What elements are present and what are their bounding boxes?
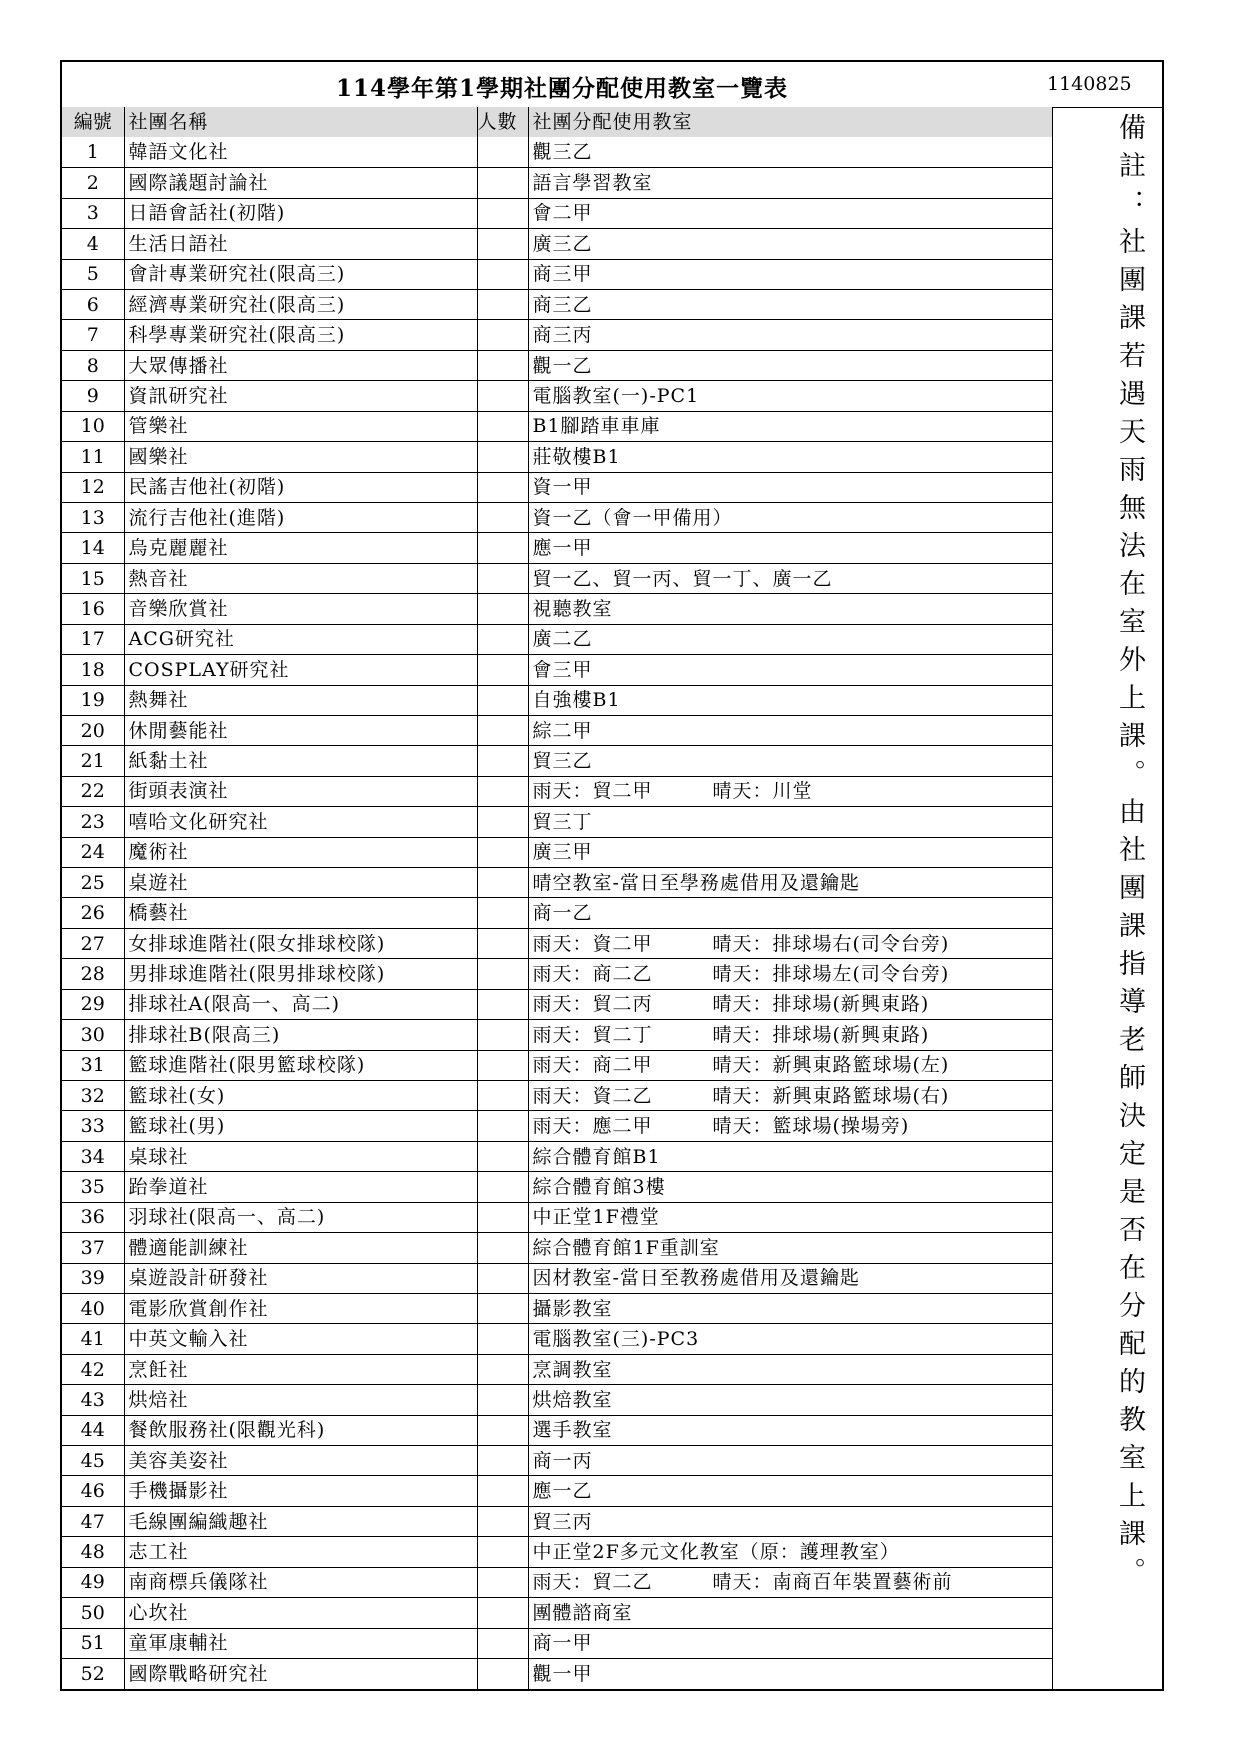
club-number: 36	[62, 1202, 124, 1232]
club-name: 中英文輸入社	[124, 1324, 477, 1354]
club-name: 女排球進階社(限女排球校隊)	[124, 928, 477, 958]
table-row	[62, 320, 1052, 350]
table-row	[62, 1537, 1052, 1567]
assigned-room: 綜合體育館B1	[528, 1141, 1052, 1171]
member-count	[477, 989, 528, 1019]
table-row	[62, 563, 1052, 593]
club-number: 19	[62, 685, 124, 715]
club-number: 1	[62, 137, 124, 167]
club-number: 6	[62, 290, 124, 320]
assigned-room: 雨天：貿二乙 晴天：南商百年裝置藝術前	[528, 1567, 1052, 1597]
club-name: 羽球社(限高一、高二)	[124, 1202, 477, 1232]
assigned-room: 會二甲	[528, 198, 1052, 228]
table-row	[62, 229, 1052, 259]
table-row	[62, 1567, 1052, 1597]
assigned-room: 莊敬樓B1	[528, 442, 1052, 472]
assigned-room: 雨天：貿二丁 晴天：排球場(新興東路)	[528, 1020, 1052, 1050]
assigned-room: 攝影教室	[528, 1293, 1052, 1323]
table-row	[62, 381, 1052, 411]
assigned-room: 應一乙	[528, 1476, 1052, 1506]
member-count	[477, 715, 528, 745]
assigned-room: 綜二甲	[528, 715, 1052, 745]
assigned-room: 廣三甲	[528, 837, 1052, 867]
club-number: 39	[62, 1263, 124, 1293]
club-name: 烏克麗麗社	[124, 533, 477, 563]
club-number: 8	[62, 350, 124, 380]
club-number: 50	[62, 1598, 124, 1628]
club-number: 26	[62, 898, 124, 928]
assigned-room: 電腦教室(一)-PC1	[528, 381, 1052, 411]
table-row	[62, 198, 1052, 228]
club-room-table	[62, 107, 1053, 1689]
member-count	[477, 320, 528, 350]
table-row	[62, 624, 1052, 654]
club-name: 毛線團編織趣社	[124, 1506, 477, 1536]
club-name: 韓語文化社	[124, 137, 477, 167]
club-name: 烘焙社	[124, 1385, 477, 1415]
club-number: 29	[62, 989, 124, 1019]
club-number: 3	[62, 198, 124, 228]
club-name: 排球社A(限高一、高二)	[124, 989, 477, 1019]
club-name: 桌球社	[124, 1141, 477, 1171]
member-count	[477, 1385, 528, 1415]
member-count	[477, 1050, 528, 1080]
club-number: 21	[62, 746, 124, 776]
member-count	[477, 168, 528, 198]
club-name: 童軍康輔社	[124, 1628, 477, 1658]
club-name: 生活日語社	[124, 229, 477, 259]
club-name: 資訊研究社	[124, 381, 477, 411]
member-count	[477, 1020, 528, 1050]
member-count	[477, 1324, 528, 1354]
club-name: 科學專業研究社(限高三)	[124, 320, 477, 350]
table-row	[62, 989, 1052, 1019]
club-number: 4	[62, 229, 124, 259]
table-row	[62, 1050, 1052, 1080]
club-name: 國際議題討論社	[124, 168, 477, 198]
club-name: 排球社B(限高三)	[124, 1020, 477, 1050]
member-count	[477, 442, 528, 472]
assigned-room: 雨天：貿二丙 晴天：排球場(新興東路)	[528, 989, 1052, 1019]
club-name: 籃球社(男)	[124, 1111, 477, 1141]
club-number: 30	[62, 1020, 124, 1050]
member-count	[477, 1537, 528, 1567]
club-number: 43	[62, 1385, 124, 1415]
assigned-room: 資一甲	[528, 472, 1052, 502]
member-count	[477, 350, 528, 380]
assigned-room: 貿三丙	[528, 1506, 1052, 1536]
table-row	[62, 1293, 1052, 1323]
club-name: 音樂欣賞社	[124, 594, 477, 624]
club-number: 51	[62, 1628, 124, 1658]
member-count	[477, 1659, 528, 1689]
assigned-room: 觀一乙	[528, 350, 1052, 380]
member-count	[477, 1567, 528, 1597]
assigned-room: 雨天：資二甲 晴天：排球場右(司令台旁)	[528, 928, 1052, 958]
club-name: 籃球進階社(限男籃球校隊)	[124, 1050, 477, 1080]
table-row	[62, 411, 1052, 441]
member-count	[477, 472, 528, 502]
assigned-room: 中正堂1F禮堂	[528, 1202, 1052, 1232]
member-count	[477, 1598, 528, 1628]
table-row	[62, 1628, 1052, 1658]
table-row	[62, 290, 1052, 320]
table-row	[62, 1263, 1052, 1293]
assigned-room: 雨天：應二甲 晴天：籃球場(操場旁)	[528, 1111, 1052, 1141]
club-number: 37	[62, 1233, 124, 1263]
member-count	[477, 1506, 528, 1536]
club-number: 27	[62, 928, 124, 958]
club-name: 男排球進階社(限男排球校隊)	[124, 959, 477, 989]
club-name: 國際戰略研究社	[124, 1659, 477, 1689]
assigned-room: 雨天：商二甲 晴天：新興東路籃球場(左)	[528, 1050, 1052, 1080]
table-row	[62, 1141, 1052, 1171]
club-name: 心坎社	[124, 1598, 477, 1628]
table-row	[62, 898, 1052, 928]
table-row	[62, 533, 1052, 563]
assigned-room: 綜合體育館3樓	[528, 1172, 1052, 1202]
member-count	[477, 1263, 528, 1293]
club-name: 街頭表演社	[124, 776, 477, 806]
assigned-room: 廣二乙	[528, 624, 1052, 654]
club-number: 32	[62, 1081, 124, 1111]
table-row	[62, 1081, 1052, 1111]
assigned-room: 會三甲	[528, 655, 1052, 685]
club-number: 22	[62, 776, 124, 806]
club-name: 桌遊社	[124, 868, 477, 898]
member-count	[477, 1354, 528, 1384]
member-count	[477, 198, 528, 228]
assigned-room: 商三甲	[528, 259, 1052, 289]
club-name: 日語會話社(初階)	[124, 198, 477, 228]
document-title: 114學年第1學期社團分配使用教室一覽表	[335, 75, 788, 102]
assigned-room: 團體諮商室	[528, 1598, 1052, 1628]
table-row	[62, 1324, 1052, 1354]
member-count	[477, 1628, 528, 1658]
member-count	[477, 1172, 528, 1202]
club-name: 南商標兵儀隊社	[124, 1567, 477, 1597]
member-count	[477, 1141, 528, 1171]
assigned-room: 雨天：商二乙 晴天：排球場左(司令台旁)	[528, 959, 1052, 989]
table-row	[62, 928, 1052, 958]
assigned-room: 選手教室	[528, 1415, 1052, 1445]
member-count	[477, 868, 528, 898]
club-name: 熱舞社	[124, 685, 477, 715]
table-row	[62, 1598, 1052, 1628]
assigned-room: 資一乙（會一甲備用）	[528, 502, 1052, 532]
assigned-room: 觀一甲	[528, 1659, 1052, 1689]
club-name: 志工社	[124, 1537, 477, 1567]
club-number: 44	[62, 1415, 124, 1445]
table-row	[62, 1172, 1052, 1202]
member-count	[477, 807, 528, 837]
club-name: 大眾傳播社	[124, 350, 477, 380]
member-count	[477, 1233, 528, 1263]
table-row	[62, 1385, 1052, 1415]
header-no: 編號	[62, 107, 124, 137]
club-number: 18	[62, 655, 124, 685]
member-count	[477, 1081, 528, 1111]
member-count	[477, 776, 528, 806]
club-number: 23	[62, 807, 124, 837]
club-name: COSPLAY研究社	[124, 655, 477, 685]
table-row	[62, 1202, 1052, 1232]
table-row	[62, 868, 1052, 898]
member-count	[477, 655, 528, 685]
club-name: 餐飲服務社(限觀光科)	[124, 1415, 477, 1445]
assigned-room: 商三丙	[528, 320, 1052, 350]
club-number: 33	[62, 1111, 124, 1141]
assigned-room: 雨天：貿二甲 晴天：川堂	[528, 776, 1052, 806]
member-count	[477, 1446, 528, 1476]
club-number: 28	[62, 959, 124, 989]
table-row	[62, 1415, 1052, 1445]
assigned-room: 觀三乙	[528, 137, 1052, 167]
member-count	[477, 1202, 528, 1232]
club-number: 31	[62, 1050, 124, 1080]
assigned-room: 烘焙教室	[528, 1385, 1052, 1415]
club-number: 20	[62, 715, 124, 745]
club-number: 12	[62, 472, 124, 502]
assigned-room: 廣三乙	[528, 229, 1052, 259]
member-count	[477, 959, 528, 989]
assigned-room: 商三乙	[528, 290, 1052, 320]
club-name: 熱音社	[124, 563, 477, 593]
club-number: 42	[62, 1354, 124, 1384]
table-row	[62, 1020, 1052, 1050]
club-number: 11	[62, 442, 124, 472]
member-count	[477, 1476, 528, 1506]
member-count	[477, 259, 528, 289]
club-number: 41	[62, 1324, 124, 1354]
club-name: 電影欣賞創作社	[124, 1293, 477, 1323]
club-number: 2	[62, 168, 124, 198]
assigned-room: B1腳踏車車庫	[528, 411, 1052, 441]
club-number: 16	[62, 594, 124, 624]
assigned-room: 中正堂2F多元文化教室（原：護理教室）	[528, 1537, 1052, 1567]
assigned-room: 語言學習教室	[528, 168, 1052, 198]
club-number: 24	[62, 837, 124, 867]
club-name: 紙黏土社	[124, 746, 477, 776]
remarks-note: 備註：社團課若遇天雨無法在室外上課。由社團課指導老師決定是否在分配的教室上課。	[1114, 113, 1145, 1595]
table-row	[62, 1506, 1052, 1536]
table-row	[62, 168, 1052, 198]
club-number: 35	[62, 1172, 124, 1202]
assigned-room: 貿一乙、貿一丙、貿一丁、廣一乙	[528, 563, 1052, 593]
club-number: 10	[62, 411, 124, 441]
club-number: 46	[62, 1476, 124, 1506]
member-count	[477, 837, 528, 867]
assigned-room: 應一甲	[528, 533, 1052, 563]
member-count	[477, 229, 528, 259]
club-number: 34	[62, 1141, 124, 1171]
table-row	[62, 1659, 1052, 1689]
table-header-row	[62, 107, 1052, 137]
club-name: 魔術社	[124, 837, 477, 867]
table-row	[62, 350, 1052, 380]
club-name: 管樂社	[124, 411, 477, 441]
header-name: 社團名稱	[124, 107, 477, 137]
assigned-room: 晴空教室-當日至學務處借用及還鑰匙	[528, 868, 1052, 898]
club-name: 體適能訓練社	[124, 1233, 477, 1263]
club-number: 52	[62, 1659, 124, 1689]
assigned-room: 商一乙	[528, 898, 1052, 928]
club-name: 桌遊設計研發社	[124, 1263, 477, 1293]
member-count	[477, 411, 528, 441]
member-count	[477, 533, 528, 563]
club-name: 民謠吉他社(初階)	[124, 472, 477, 502]
club-number: 40	[62, 1293, 124, 1323]
table-row	[62, 655, 1052, 685]
table-row	[62, 715, 1052, 745]
table-row	[62, 1446, 1052, 1476]
club-name: 國樂社	[124, 442, 477, 472]
club-name: 烹飪社	[124, 1354, 477, 1384]
club-number: 5	[62, 259, 124, 289]
member-count	[477, 624, 528, 654]
club-name: 會計專業研究社(限高三)	[124, 259, 477, 289]
club-number: 48	[62, 1537, 124, 1567]
member-count	[477, 1415, 528, 1445]
table-row	[62, 472, 1052, 502]
club-name: 經濟專業研究社(限高三)	[124, 290, 477, 320]
table-row	[62, 137, 1052, 167]
club-number: 14	[62, 533, 124, 563]
table-row	[62, 746, 1052, 776]
assigned-room: 貿三丁	[528, 807, 1052, 837]
assigned-room: 視聽教室	[528, 594, 1052, 624]
club-name: 嘻哈文化研究社	[124, 807, 477, 837]
table-row	[62, 685, 1052, 715]
assigned-room: 商一丙	[528, 1446, 1052, 1476]
club-name: 手機攝影社	[124, 1476, 477, 1506]
document-sheet	[60, 60, 1164, 1691]
table-row	[62, 594, 1052, 624]
club-number: 15	[62, 563, 124, 593]
table-row	[62, 259, 1052, 289]
header-count: 人數	[477, 107, 528, 137]
table-row	[62, 1111, 1052, 1141]
assigned-room: 商一甲	[528, 1628, 1052, 1658]
assigned-room: 因材教室-當日至教務處借用及還鑰匙	[528, 1263, 1052, 1293]
member-count	[477, 685, 528, 715]
member-count	[477, 1293, 528, 1323]
member-count	[477, 137, 528, 167]
title-row	[62, 62, 1162, 108]
assigned-room: 雨天：資二乙 晴天：新興東路籃球場(右)	[528, 1081, 1052, 1111]
club-number: 49	[62, 1567, 124, 1597]
table-row	[62, 837, 1052, 867]
member-count	[477, 290, 528, 320]
assigned-room: 自強樓B1	[528, 685, 1052, 715]
assigned-room: 電腦教室(三)-PC3	[528, 1324, 1052, 1354]
table-row	[62, 502, 1052, 532]
member-count	[477, 746, 528, 776]
club-name: 籃球社(女)	[124, 1081, 477, 1111]
table-body	[62, 137, 1052, 1689]
table-row	[62, 1233, 1052, 1263]
member-count	[477, 1111, 528, 1141]
club-name: ACG研究社	[124, 624, 477, 654]
table-row	[62, 442, 1052, 472]
club-number: 45	[62, 1446, 124, 1476]
club-name: 橋藝社	[124, 898, 477, 928]
member-count	[477, 594, 528, 624]
assigned-room: 貿三乙	[528, 746, 1052, 776]
assigned-room: 烹調教室	[528, 1354, 1052, 1384]
table-row	[62, 1476, 1052, 1506]
club-name: 美容美姿社	[124, 1446, 477, 1476]
club-name: 跆拳道社	[124, 1172, 477, 1202]
club-number: 13	[62, 502, 124, 532]
member-count	[477, 381, 528, 411]
club-name: 休閒藝能社	[124, 715, 477, 745]
table-row	[62, 776, 1052, 806]
header-room: 社團分配使用教室	[528, 107, 1052, 137]
document-code: 1140825	[1047, 73, 1132, 95]
club-number: 25	[62, 868, 124, 898]
member-count	[477, 502, 528, 532]
member-count	[477, 928, 528, 958]
member-count	[477, 563, 528, 593]
club-number: 17	[62, 624, 124, 654]
assigned-room: 綜合體育館1F重訓室	[528, 1233, 1052, 1263]
club-number: 7	[62, 320, 124, 350]
member-count	[477, 898, 528, 928]
club-number: 9	[62, 381, 124, 411]
club-number: 47	[62, 1506, 124, 1536]
table-row	[62, 1354, 1052, 1384]
remarks-column	[1052, 107, 1162, 1689]
club-name: 流行吉他社(進階)	[124, 502, 477, 532]
table-row	[62, 959, 1052, 989]
table-row	[62, 807, 1052, 837]
